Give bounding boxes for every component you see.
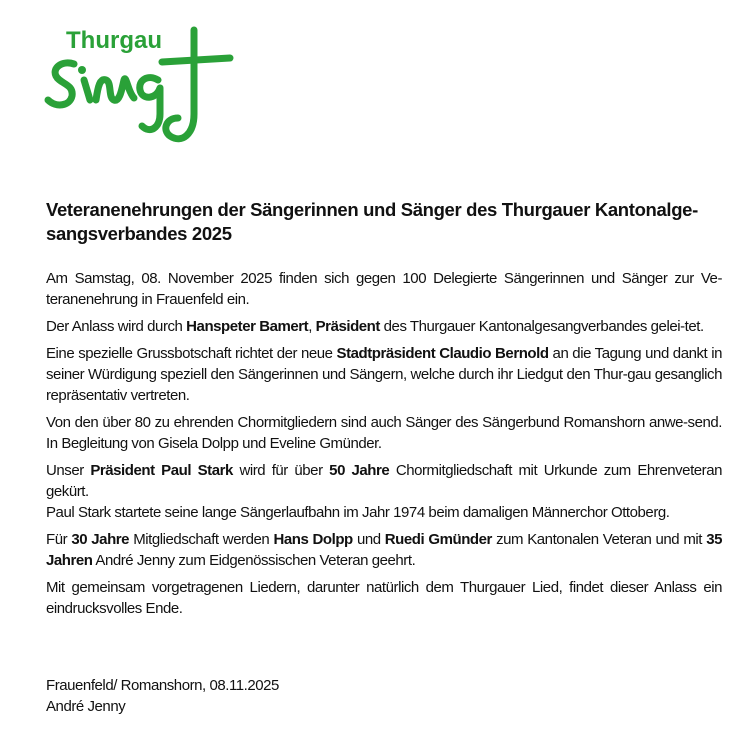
text-run: wird für über [232,462,330,479]
text-run: Eine spezielle Grussbotschaft richtet der neue [46,345,337,362]
name-hanspeter-bamert: Hanspeter Bamert [186,318,309,335]
name-paul-stark: Präsident Paul Stark [90,462,233,479]
text-run: , [308,318,316,335]
name-hans-dolpp: Hans Dolpp [273,531,353,548]
name-ruedi-gmuender: Ruedi Gmünder [384,531,492,548]
place-date: Frauenfeld/ Romanshorn, 08.11.2025 [46,677,279,694]
document-body [46,268,722,625]
years-35: 35 Jahren [46,531,722,569]
text-run: und [352,531,385,548]
svg-text:Thurgau: Thurgau [66,27,162,54]
text-run: an die Tagung und dankt in seiner Würdigung speziell den Sängerinnen und Sängern, welche durch ihr Liedgut den Thur-gau gesanglich repräsentativ vertreten. [46,345,722,404]
text-run: Mitgliedschaft werden [129,531,274,548]
paragraph-1: Am Samstag, 08. November 2025 finden sich gegen 100 Delegierte Sängerinnen und Sänger zur Ve-teranenehrung in Frauenfeld ein. [46,270,722,308]
name-claudio-bernold: Stadtpräsident Claudio Bernold [336,345,549,362]
paragraph-3 [46,343,722,406]
text-run: Paul Stark startete seine lange Sängerlaufbahn im Jahr 1974 beim damaligen Männerchor Ottoberg. [46,504,670,521]
paragraph-6 [46,529,722,571]
signoff [46,675,446,717]
title-praesident: Präsident [315,318,380,335]
text-run: zum Kantonalen Veteran und mit [491,531,707,548]
paragraph-4: Von den über 80 zu ehrenden Chormitgliedern sind auch Sänger des Sängerbund Romanshorn anwe-send. In Begleitung von Gisela Dolpp und Eveline Gmünder. [46,414,722,452]
paragraph-2 [46,316,722,337]
text-run: Der Anlass wird durch [46,318,187,335]
document-title: Veteranenehrungen der Sängerinnen und Sänger des Thurgauer Kantonalge-sangsverbandes 2025 [46,199,698,244]
text-run: Für [46,531,72,548]
text-run: Unser [46,462,91,479]
author-name: André Jenny [46,698,126,715]
text-run: Chormitgliedschaft mit Urkunde zum Ehrenveteran gekürt. [46,462,723,500]
thurgau-singt-logo [44,22,234,152]
paragraph-5 [46,460,722,523]
text-run: André Jenny zum Eidgenössischen Veteran geehrt. [92,552,416,569]
years-50: 50 Jahre [329,462,390,479]
text-run: des Thurgauer Kantonalgesangverbandes gelei-tet. [379,318,704,335]
years-30: 30 Jahre [71,531,130,548]
paragraph-7: Mit gemeinsam vorgetragenen Liedern, darunter natürlich dem Thurgauer Lied, findet dieser Anlass ein eindrucksvolles Ende. [46,579,722,617]
